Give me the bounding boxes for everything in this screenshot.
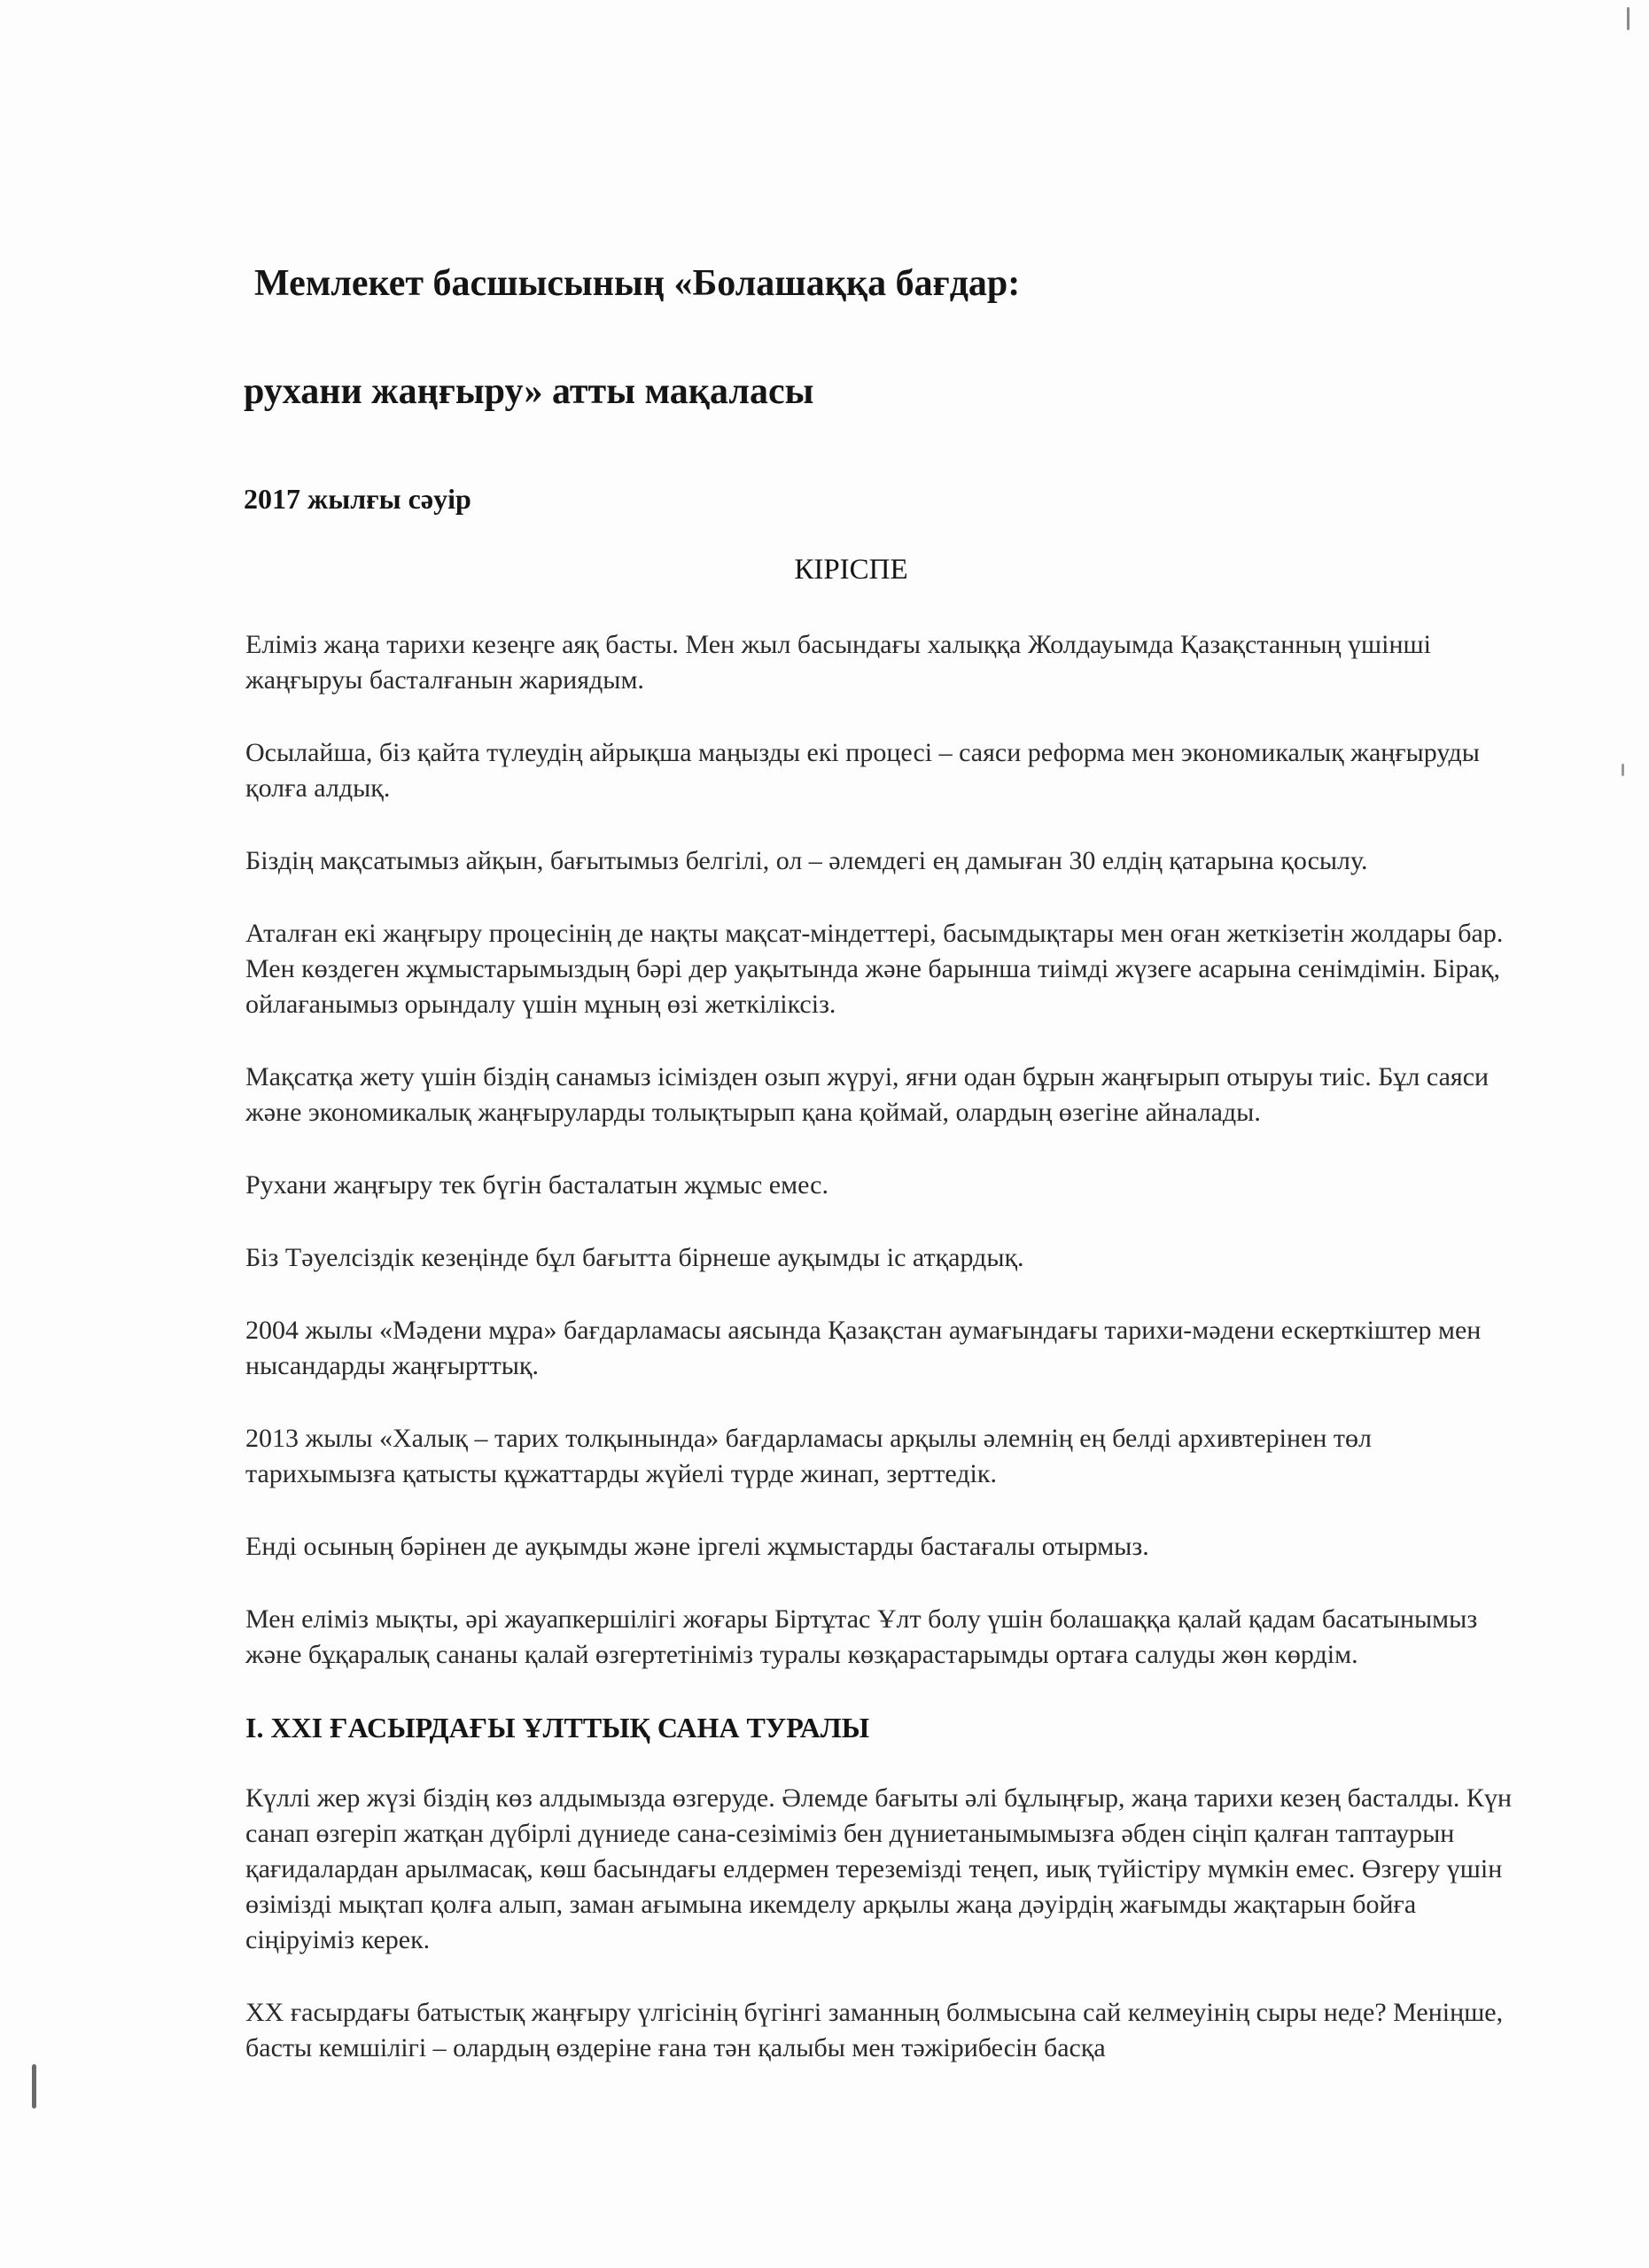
intro-paragraph: 2013 жылы «Халық – тарих толқынында» бағдарламасы арқылы әлемнің ең белді архивтерінен төл тарихымызға қатысты құжаттарды жүйелі түрде жинап, зерттедік. xyxy=(245,1424,1372,1488)
scan-artifact-right-edge xyxy=(1622,764,1624,776)
intro-paragraph: Біз Тәуелсіздік кезеңінде бұл бағытта бірнеше ауқымды іс атқардық. xyxy=(245,1243,1024,1272)
section-1-paragraph: Күллі жер жүзі біздің көз алдымызда өзгеруде. Әлемде бағыты әлі бұлыңғыр, жаңа тарихи кезең басталды. Күн санап өзгеріп жатқан дүбірлі дүниеде сана-сезіміміз бен дүниетанымымызға әбден сіңіп қалған таптаурын қағидалардан арылмасақ, көш басындағы елдермен тереземіздi теңеп, иық түйістіру мүмкін емес. Өзгеру үшін өзімізді мықтап қолға алып, заман ағымына икемделу арқылы жаңа дәуірдің жағымды жақтарын бойға сіңіруіміз керек. xyxy=(245,1783,1512,1954)
intro-paragraph: Мақсатқа жету үшін біздің санамыз ісімізден озып жүруі, яғни одан бұрын жаңғырып отыруы тиіс. Бұл саяси және экономикалық жаңғыруларды толықтырып қана қоймай, олардың өзегіне айналады. xyxy=(245,1062,1490,1127)
document-title-line-1: Мемлекет басшысының «Болашаққа бағдар: xyxy=(254,263,1021,304)
intro-paragraph: Рухани жаңғыру тек бүгін басталатын жұмыс емес. xyxy=(245,1170,828,1200)
document-date: 2017 жылғы сәуір xyxy=(244,483,471,515)
intro-paragraph: Осылайша, біз қайта түлеудің айрықша маңызды екі процесі – саяси реформа мен экономикалық жаңғыруды қолға алдық. xyxy=(245,738,1480,803)
section-1-paragraph: XX ғасырдағы батыстық жаңғыру үлгісінің бүгінгі заманның болмысына сай келмеуінің сыры неде? Меніңше, басты кемшілігі – олардың өздеріне ғана тән қалыбы мен тәжірибесін басқа xyxy=(245,1998,1504,2062)
section-1-heading: І. XXI ҒАСЫРДАҒЫ ҰЛТТЫҚ САНА ТУРАЛЫ xyxy=(245,1712,870,1744)
intro-paragraph: Еліміз жаңа тарихи кезеңге аяқ басты. Мен жыл басындағы халыққа Жолдауымда Қазақстанның үшінші жаңғыруы басталғанын жариядым. xyxy=(245,630,1431,695)
intro-paragraph: 2004 жылы «Мәдени мұра» бағдарламасы аясында Қазақстан аумағындағы тарихи-мәдени ескерткіштер мен нысандарды жаңғырттық. xyxy=(245,1316,1482,1380)
intro-heading: КІРІСПЕ xyxy=(794,554,908,586)
intro-paragraph: Аталған екі жаңғыру процесінің де нақты мақсат-міндеттері, басымдықтары мен оған жеткізетін жолдары бар. Мен көздеген жұмыстарымыздың бәрі дер уақытында және барынша тиімді жүзеге асарына сенімдімін. Бірақ, ойлағанымыз орындалу үшін мұның өзі жеткіліксіз. xyxy=(245,919,1504,1019)
intro-paragraph: Мен еліміз мықты, әрі жауапкершілігі жоғары Біртұтас Ұлт болу үшін болашаққа қалай қадам басатынымыз және бұқаралық сананы қалай өзгертетініміз туралы көзқарастарымды ортаға салуды жөн көрдім. xyxy=(245,1604,1478,1669)
scan-artifact-left-edge xyxy=(32,2064,36,2109)
intro-paragraph: Енді осының бәрінен де ауқымды және іргелі жұмыстарды бастағалы отырмыз. xyxy=(245,1532,1149,1561)
document-title-line-2: рухани жаңғыру» атты мақаласы xyxy=(244,371,814,412)
document-body xyxy=(245,627,1513,2103)
scan-artifact-top-right xyxy=(1627,7,1630,30)
intro-paragraph: Біздің мақсатымыз айқын, бағытымыз белгілі, ол – әлемдегі ең дамыған 30 елдің қатарына қосылу. xyxy=(245,846,1368,875)
